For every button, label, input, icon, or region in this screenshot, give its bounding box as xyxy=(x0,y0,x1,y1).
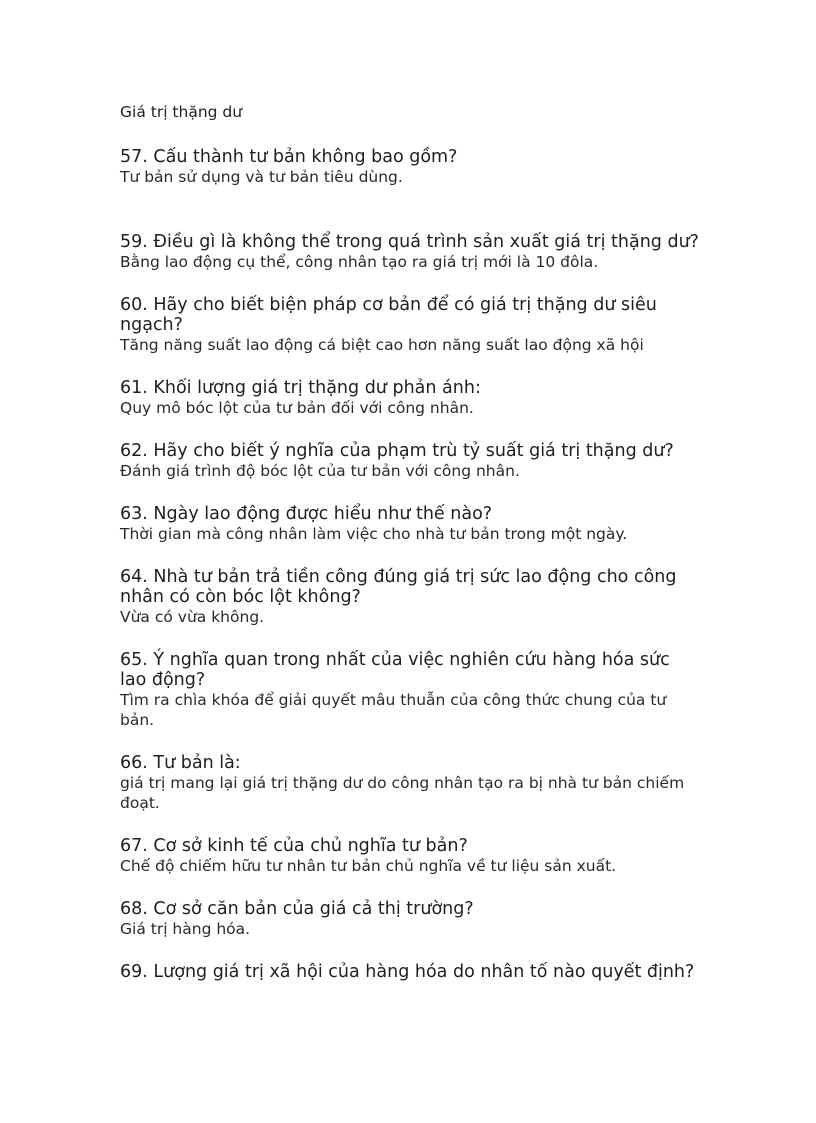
qa-item-65 xyxy=(120,650,700,730)
answer-text: Bằng lao động cụ thể, công nhân tạo ra giá trị mới là 10 đôla. xyxy=(120,253,599,271)
qa-item-64 xyxy=(120,567,700,627)
question-text: 68. Cơ sở căn bản của giá cả thị trường? xyxy=(120,899,474,919)
question-text: 65. Ý nghĩa quan trong nhất của việc nghiên cứu hàng hóa sức lao động? xyxy=(120,650,670,690)
question-text: 60. Hãy cho biết biện pháp cơ bản để có giá trị thặng dư siêu ngạch? xyxy=(120,295,657,335)
answer-text: Tăng năng suất lao động cá biệt cao hơn năng suất lao động xã hội xyxy=(120,336,644,354)
qa-item-62 xyxy=(120,441,700,481)
answer-text: Giá trị hàng hóa. xyxy=(120,920,251,938)
question-text: 61. Khối lượng giá trị thặng dư phản ánh: xyxy=(120,378,481,398)
answer-text: giá trị mang lại giá trị thặng dư do công nhân tạo ra bị nhà tư bản chiếm đoạt. xyxy=(120,774,685,812)
qa-item-67 xyxy=(120,836,700,876)
qa-item-59 xyxy=(120,232,700,272)
qa-item-63 xyxy=(120,504,700,544)
document-page xyxy=(120,102,700,982)
qa-item-60 xyxy=(120,295,700,355)
answer-text: Đánh giá trình độ bóc lột của tư bản với công nhân. xyxy=(120,462,520,480)
qa-item-61 xyxy=(120,378,700,418)
qa-item-66 xyxy=(120,753,700,813)
answer-text: Thời gian mà công nhân làm việc cho nhà tư bản trong một ngày. xyxy=(120,525,628,543)
answer-text: Chế độ chiếm hữu tư nhân tư bản chủ nghĩa về tư liệu sản xuất. xyxy=(120,857,617,875)
qa-item-68 xyxy=(120,899,700,939)
question-text: 63. Ngày lao động được hiểu như thế nào? xyxy=(120,504,493,524)
question-text: 67. Cơ sở kinh tế của chủ nghĩa tư bản? xyxy=(120,836,468,856)
answer-text: Tìm ra chìa khóa để giải quyết mâu thuẫn của công thức chung của tư bản. xyxy=(120,691,667,729)
qa-item-57 xyxy=(120,147,700,187)
answer-text: Quy mô bóc lột của tư bản đối với công nhân. xyxy=(120,399,474,417)
question-text: 62. Hãy cho biết ý nghĩa của phạm trù tỷ suất giá trị thặng dư? xyxy=(120,441,674,461)
qa-item-69 xyxy=(120,962,700,982)
answer-text: Tư bản sử dụng và tư bản tiêu dùng. xyxy=(120,168,403,186)
answer-text: Giá trị thặng dư xyxy=(120,103,243,121)
answer-text: Vừa có vừa không. xyxy=(120,608,265,626)
question-text: 59. Điều gì là không thể trong quá trình sản xuất giá trị thặng dư? xyxy=(120,232,699,252)
question-text: 64. Nhà tư bản trả tiền công đúng giá trị sức lao động cho công nhân có còn bóc lột không? xyxy=(120,567,677,607)
question-text: 66. Tư bản là: xyxy=(120,753,241,773)
question-text: 57. Cấu thành tư bản không bao gồm? xyxy=(120,147,458,167)
question-text: 69. Lượng giá trị xã hội của hàng hóa do nhân tố nào quyết định? xyxy=(120,962,695,982)
